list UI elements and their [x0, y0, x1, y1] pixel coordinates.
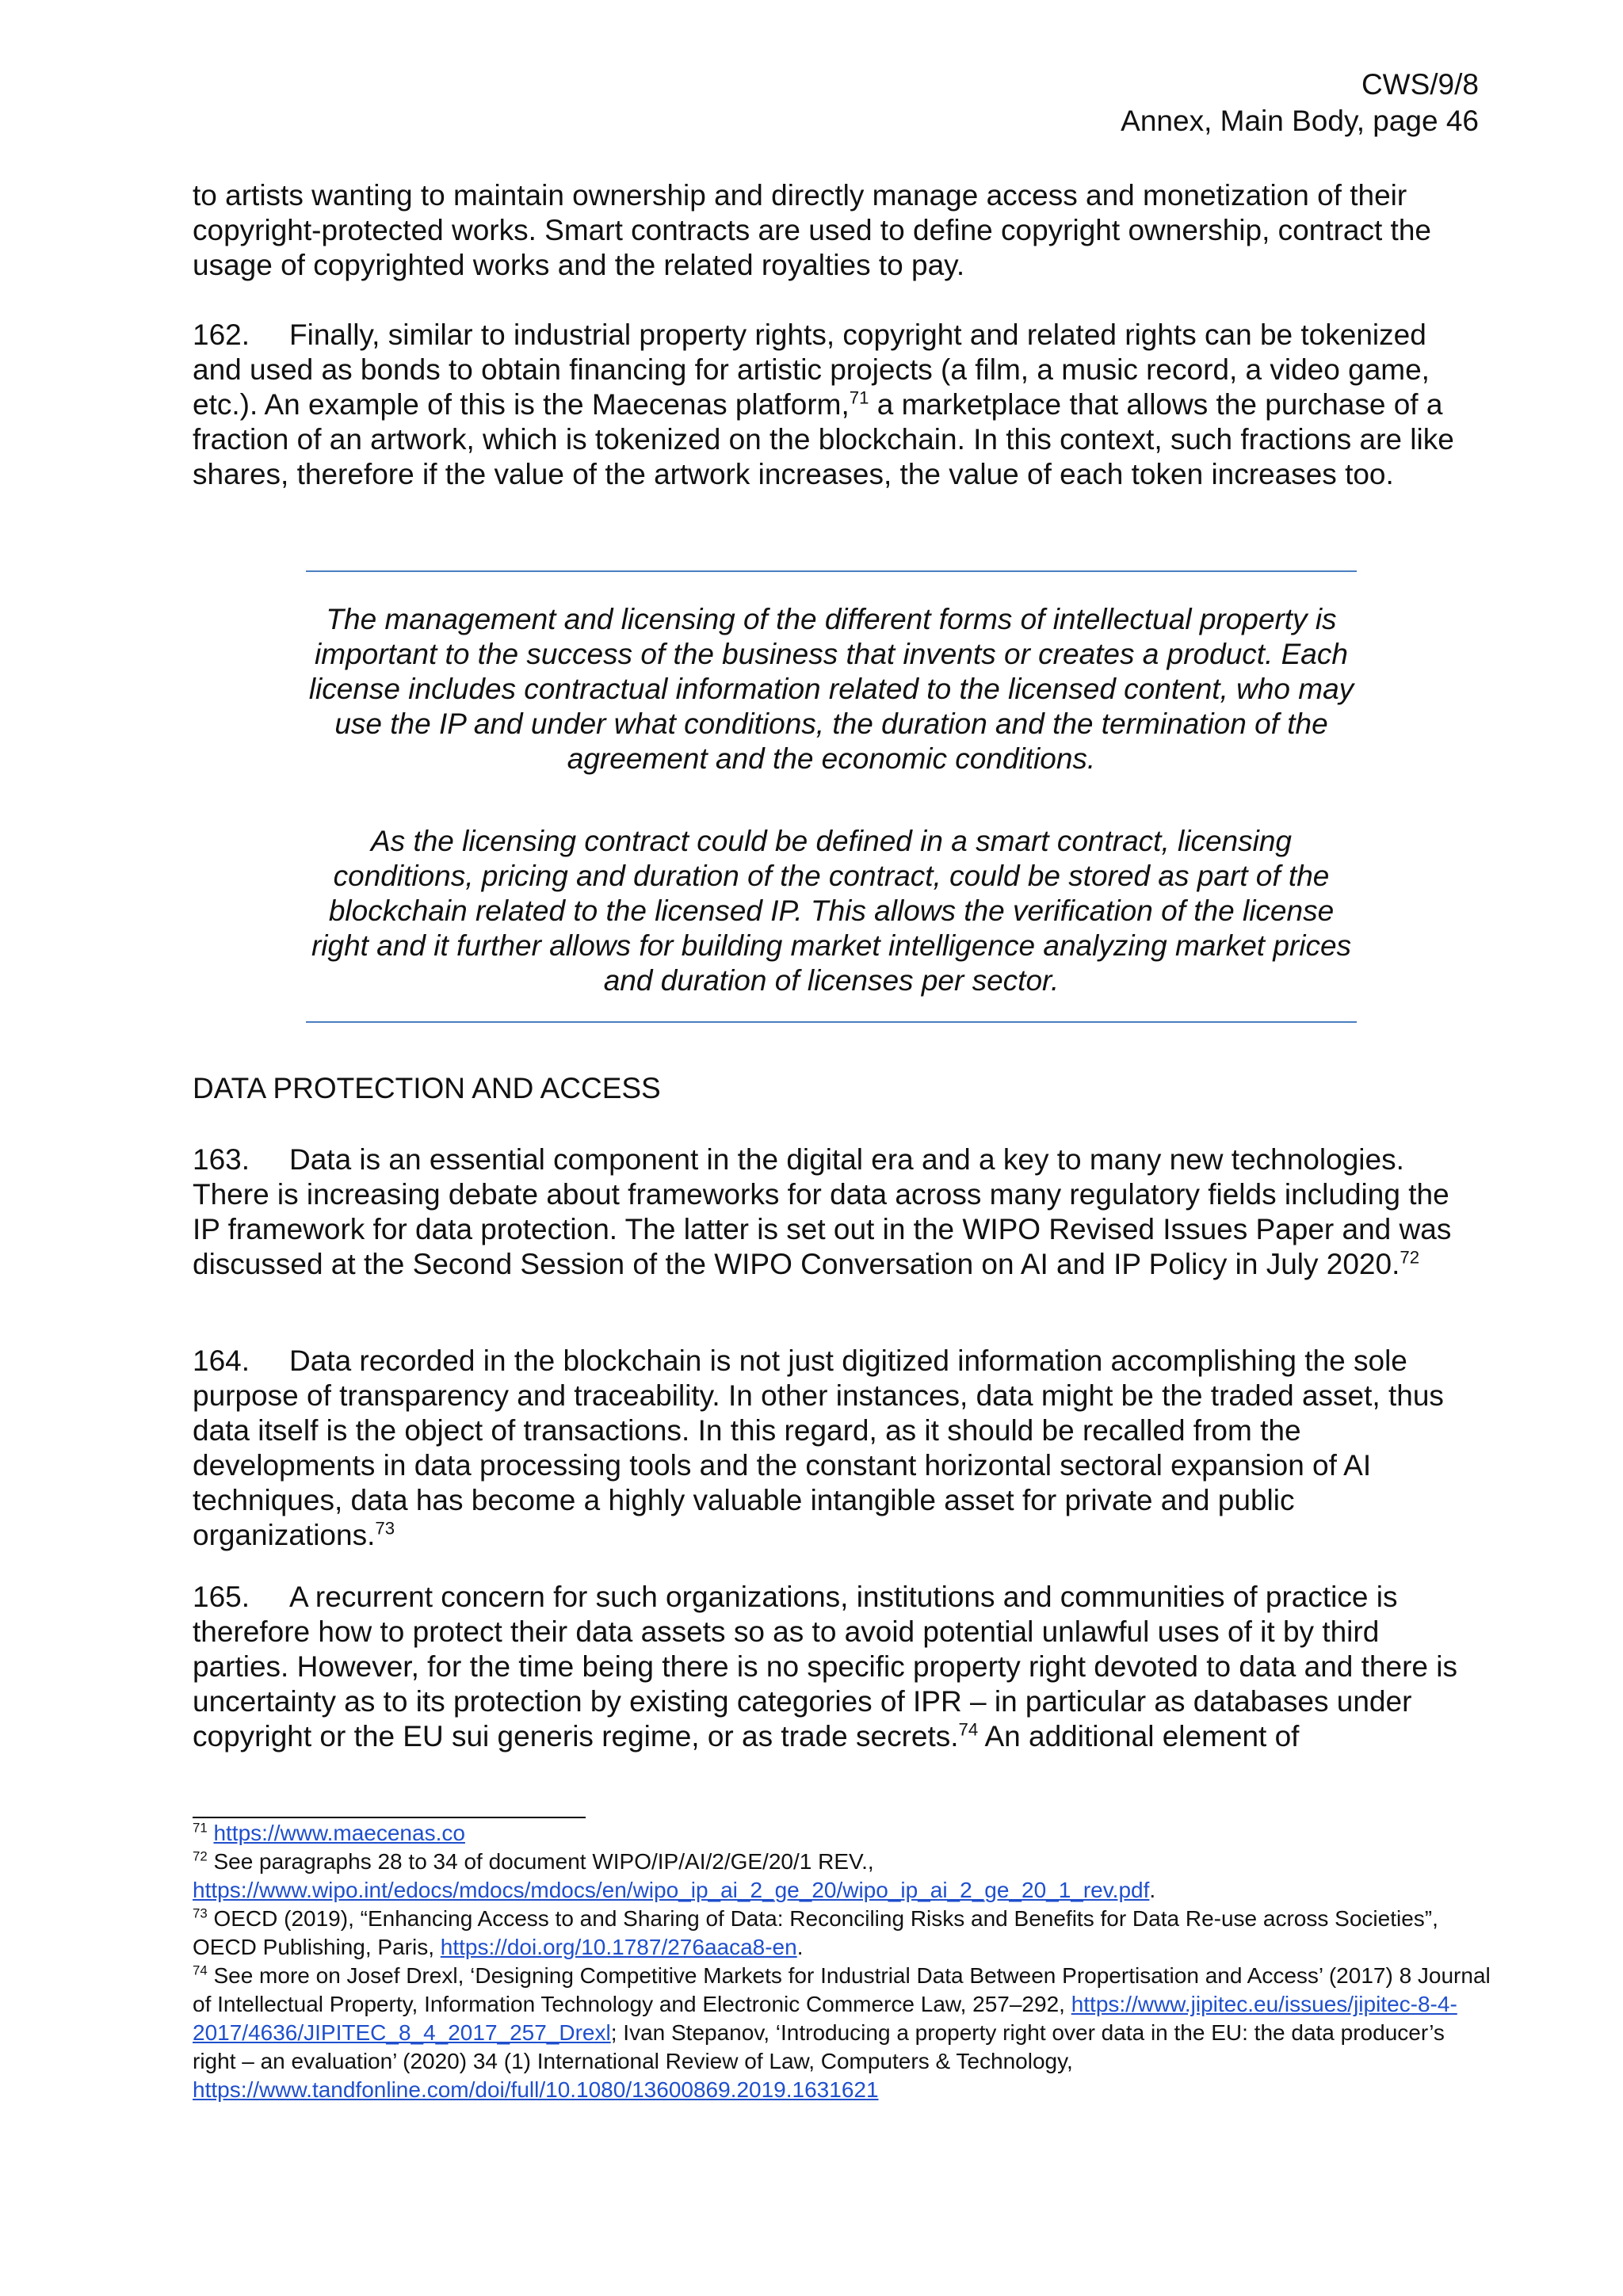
page-header: [1121, 67, 1479, 139]
paragraph-text-continued: a marketplace that allows the purchase of a fraction of an artwork, which is tokenized on the blockchain. In this context, such fractions are like shares, therefore if the value of the artwork increases, the value of each token increases too.: [193, 388, 1454, 490]
footnote-link[interactable]: https://www.wipo.int/edocs/mdocs/mdocs/en/wipo_ip_ai_2_ge_20/wipo_ip_ai_2_ge_20_1_rev.pdf: [193, 1878, 1150, 1902]
paragraph-165: [193, 1580, 1478, 1754]
paragraph-text: Data recorded in the blockchain is not just digitized information accomplishing the sole purpose of transparency and traceability. In other instances, data might be the traded asset, thus data itself is the object of transactions. In this regard, as it should be recalled from the developments in data processing tools and the constant horizontal sectoral expansion of AI techniques, data has become a highly valuable intangible asset for private and public organizations.: [193, 1344, 1444, 1551]
footnote-link-tandfonline[interactable]: https://www.tandfonline.com/doi/full/10.1080/13600869.2019.1631621: [193, 2077, 879, 2102]
paragraph-164: [193, 1344, 1478, 1553]
document-id: CWS/9/8: [1361, 68, 1479, 101]
callout-paragraph-2: As the licensing contract could be defined in a smart contract, licensing conditions, pricing and duration of the contract, could be stored as part of the blockchain related to the licensed IP. This allows the verification of the license right and it further allows for building market intelligence analyzing market prices and duration of licenses per sector.: [311, 825, 1352, 997]
paragraph-number: 163.: [193, 1143, 250, 1176]
paragraph-number: 162.: [193, 318, 250, 351]
footnote-link[interactable]: https://www.maecenas.co: [213, 1821, 465, 1845]
footnote-punct: .: [796, 1935, 804, 1959]
footnote-number: 73: [193, 1905, 208, 1921]
footnote-text: OECD (2019), “Enhancing Access to and Sharing of Data: Reconciling Risks and Benefits for Data Re-use across Societies”, OECD Publishing, Paris,: [193, 1906, 1438, 1959]
paragraph-163: [193, 1142, 1478, 1282]
page-label: Annex, Main Body, page 46: [1121, 105, 1479, 137]
continued-paragraph: [193, 178, 1478, 283]
footnote-link[interactable]: https://doi.org/10.1787/276aaca8-en: [440, 1935, 797, 1959]
footnote-text: See paragraphs 28 to 34 of document WIPO/IP/AI/2/GE/20/1 REV.,: [207, 1849, 874, 1874]
paragraph-text: to artists wanting to maintain ownership and directly manage access and monetization of their copyright-protected works. Smart contracts are used to define copyright ownership, contract the usage of copyrighted works and the related royalties to pay.: [193, 179, 1431, 281]
footnote-number: 74: [193, 1962, 208, 1978]
footnote-link-jipitec[interactable]: https://www.jipitec.eu/issues/jipitec-8-4-2017/4636/JIPITEC_8_4_2017_257_Drexl: [193, 1992, 1457, 2045]
section-heading: DATA PROTECTION AND ACCESS: [193, 1072, 661, 1104]
footnote-ref-72[interactable]: 72: [1400, 1247, 1420, 1268]
paragraph-text: Data is an essential component in the digital era and a key to many new technologies. There is increasing debate about frameworks for data across many regulatory fields including the IP framework for data protection. The latter is set out in the WIPO Revised Issues Paper and was discussed at the Second Session of the WIPO Conversation on AI and IP Policy in July 2020.: [193, 1143, 1452, 1280]
footnote-ref-74[interactable]: 74: [958, 1719, 979, 1740]
paragraph-text: Finally, similar to industrial property rights, copyright and related rights can be tokenized and used as bonds to obtain financing for artistic projects (a film, a music record, a video game, etc.). An example of this is the Maecenas platform,: [193, 318, 1430, 421]
footnote-72: [193, 1848, 1492, 1905]
paragraph-text-continued: An additional element of: [978, 1720, 1300, 1753]
paragraph-162: [193, 318, 1478, 492]
footnote-73: [193, 1905, 1492, 1962]
footnote-74: [193, 1962, 1492, 2104]
footnote-71: [193, 1819, 1492, 1848]
callout-top-rule: [306, 570, 1357, 572]
footnote-ref-73[interactable]: 73: [375, 1518, 395, 1539]
paragraph-number: 164.: [193, 1344, 250, 1377]
callout-paragraph-1: The management and licensing of the different forms of intellectual property is important to the success of the business that invents or creates a product. Each license includes contractual information related to the licensed content, who may use the IP and under what conditions, the duration and the termination of the agreement and the economic conditions.: [308, 603, 1354, 775]
footnote-punct: .: [1149, 1878, 1156, 1902]
footnote-text: See more on Josef Drexl, ‘Designing Competitive Markets for Industrial Data Between Propertisation and Access’ (2017) 8 Journal of Intellectual Property, Information Technology and Electronic Commerce Law, 257–292,: [193, 1963, 1491, 2016]
footnote-separator: [193, 1817, 586, 1818]
footnote-text-continued: ; Ivan Stepanov, ‘Introducing a property right over data in the EU: the data producer’s right – an evaluation’ (2020) 34 (1) International Review of Law, Computers & Technology,: [193, 2020, 1445, 2073]
footnote-number: 72: [193, 1848, 208, 1864]
paragraph-number: 165.: [193, 1581, 250, 1613]
footnote-ref-71[interactable]: 71: [849, 387, 869, 408]
paragraph-text: A recurrent concern for such organizations, institutions and communities of practice is therefore how to protect their data assets so as to avoid potential unlawful uses of it by third parties. However, for the time being there is no specific property right devoted to data and there is uncertainty as to its protection by existing categories of IPR – in particular as databases under copyright or the EU sui generis regime, or as trade secrets.: [193, 1581, 1457, 1753]
footnote-number: 71: [193, 1820, 208, 1836]
callout-bottom-rule: [306, 1021, 1357, 1023]
footnotes: [193, 1819, 1492, 2104]
